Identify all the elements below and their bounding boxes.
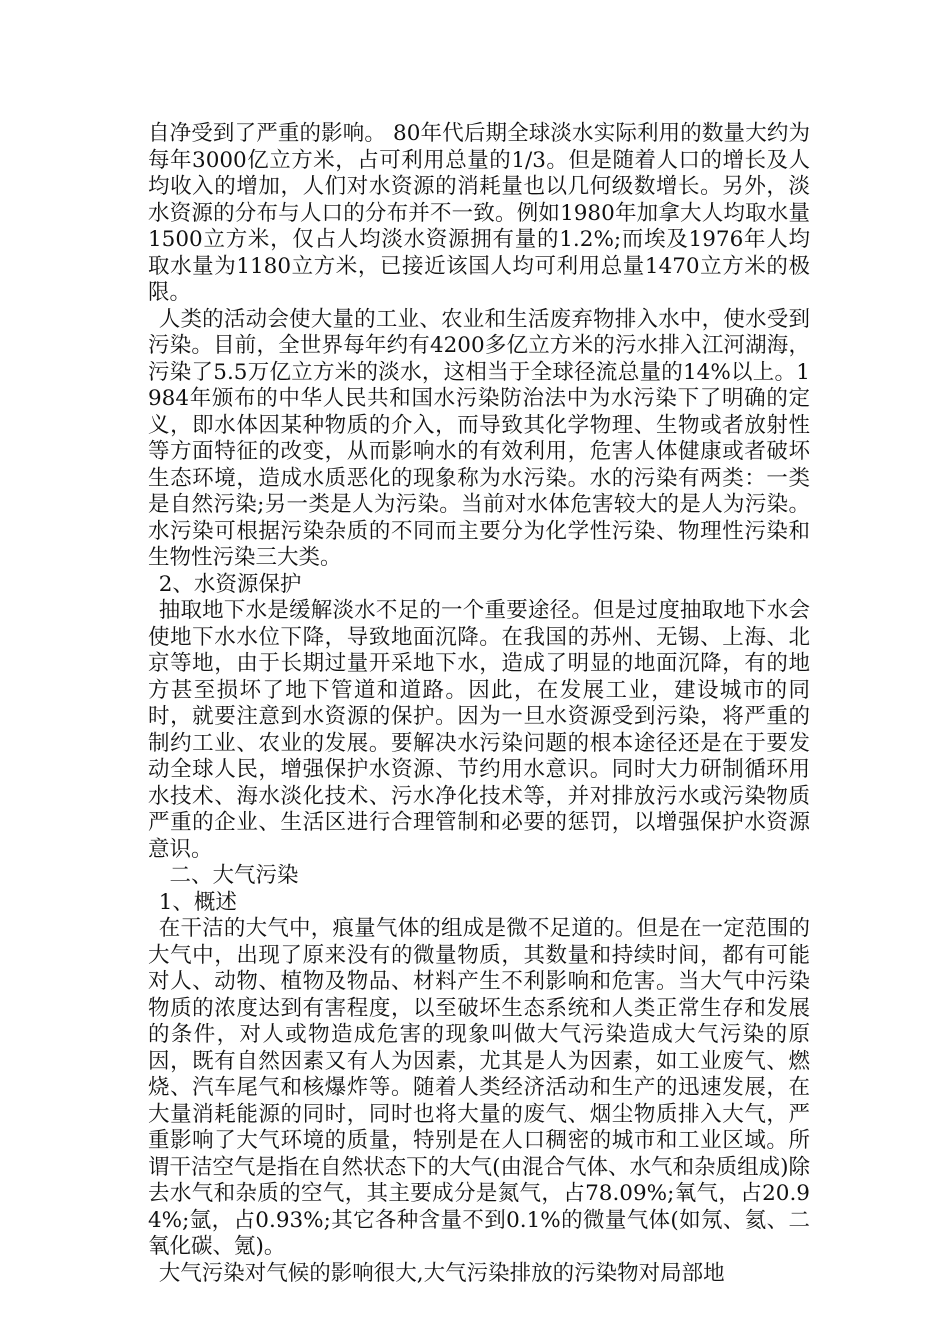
paragraph-water-protection: 抽取地下水是缓解淡水不足的一个重要途径。但是过度抽取地下水会使地下水水位下降，导致地面沉降。在我国的苏州、无锡、上海、北京等地，由于长期过量开采地下水，造成了明显的地面沉降，有的地方甚至损坏了地下管道和道路。因此，在发展工业，建设城市的同时，就要注意到水资源的保护。因为一旦水资源受到污染，将严重的制约工业、农业的发展。要解决水污染问题的根本途径还是在于要发动全球人民，增强保护水资源、节约用水意识。同时大力研制循环用水技术、海水淡化技术、污水净化技术等，并对排放污水或污染物质严重的企业、生活区进行合理管制和必要的惩罚，以增强保护水资源意识。 [148,598,810,862]
document-body [148,121,810,1287]
section-heading-water-protection: 2、水资源保护 [158,571,302,597]
paragraph-air-pollution-climate: 大气污染对气候的影响很大,大气污染排放的污染物对局部地 [158,1260,725,1286]
paragraph-water-pollution: 人类的活动会使大量的工业、农业和生活废弃物排入水中，使水受到污染。目前，全世界每年约有4200多亿立方米的污水排入江河湖海，污染了5.5万亿立方米的淡水，这相当于全球径流总量的14%以上。1984年颁布的中华人民共和国水污染防治法中为水污染下了明确的定义，即水体因某种物质的介入，而导致其化学物理、生物或者放射性等方面特征的改变，从而影响水的有效利用，危害人体健康或者破坏生态环境，造成水质恶化的现象称为水污染。水的污染有两类：一类是自然污染;另一类是人为污染。当前对水体危害较大的是人为污染。水污染可根据污染杂质的不同而主要分为化学性污染、物理性污染和生物性污染三大类。 [148,306,810,570]
chapter-heading-air-pollution: 二、大气污染 [169,863,299,888]
paragraph-air-pollution-overview: 在干洁的大气中，痕量气体的组成是微不足道的。但是在一定范围的大气中，出现了原来没有的微量物质，其数量和持续时间，都有可能对人、动物、植物及物品、材料产生不利影响和危害。当大气中污染物质的浓度达到有害程度，以至破坏生态系统和人类正常生存和发展的条件，对人或物造成危害的现象叫做大气污染造成大气污染的原因，既有自然因素又有人为因素，尤其是人为因素，如工业废气、燃烧、汽车尾气和核爆炸等。随着人类经济活动和生产的迅速发展，在大量消耗能源的同时，同时也将大量的废气、烟尘物质排入大气，严重影响了大气环境的质量，特别是在人口稠密的城市和工业区域。所谓干洁空气是指在自然状态下的大气(由混合气体、水气和杂质组成)除去水气和杂质的空气，其主要成分是氮气，占78.09%;氧气，占20.94%;氩，占0.93%;其它各种含量不到0.1%的微量气体(如氖、氦、二氧化碳、氪)。 [148,916,810,1259]
section-heading-overview: 1、概述 [158,889,237,915]
paragraph-water-usage: 自净受到了严重的影响。 80年代后期全球淡水实际利用的数量大约为每年3000亿立方米，占可利用总量的1/3。但是随着人口的增长及人均收入的增加，人们对水资源的消耗量也以几何级数增长。另外，淡水资源的分布与人口的分布并不一致。例如1980年加拿大人均取水量1500立方米，仅占人均淡水资源拥有量的1.2%;而埃及1976年人均取水量为1180立方米，已接近该国人均可利用总量1470立方米的极限。 [148,121,810,305]
